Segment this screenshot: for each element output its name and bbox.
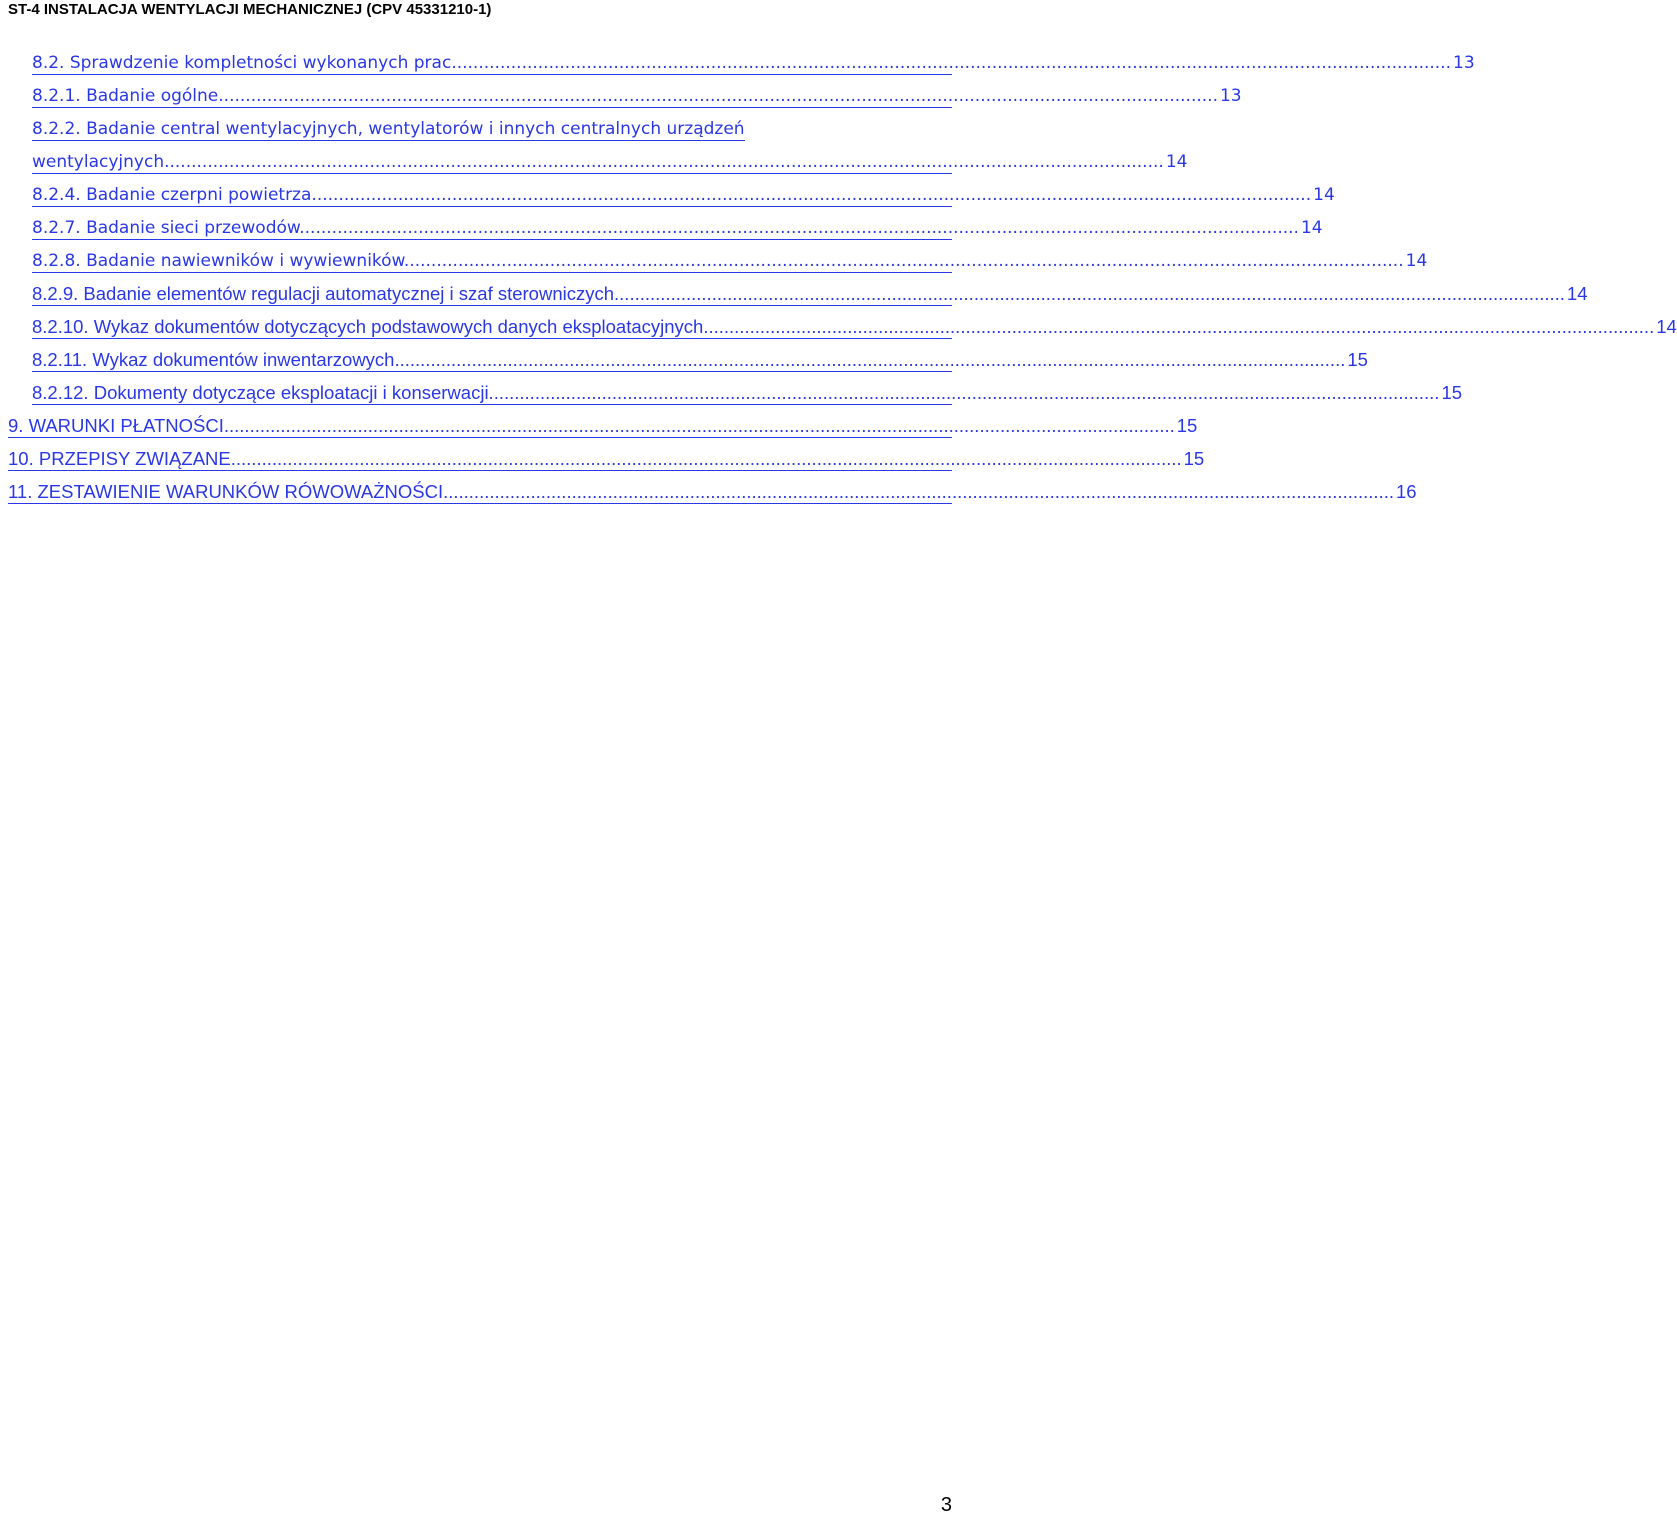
toc-leader-dots: ........................................................................................................................................................................................ bbox=[619, 283, 1565, 304]
toc-leader-dots: ........................................................................................................................................................................................ bbox=[409, 251, 1404, 271]
toc-entry-9[interactable] bbox=[0, 408, 1198, 441]
toc-leader-dots: ........................................................................................................................................................................................ bbox=[399, 349, 1346, 370]
toc-leader-dots: ........................................................................................................................................................................................ bbox=[448, 481, 1394, 502]
toc-entry-text: 8.2.8. Badanie nawiewników i wywiewników. bbox=[32, 251, 410, 271]
toc-entry-8-2-2[interactable] bbox=[0, 111, 960, 144]
toc-page-number: 15 bbox=[1176, 415, 1198, 436]
toc-page-number: 14 bbox=[1313, 185, 1335, 205]
toc-entry-text: 8.2. Sprawdzenie kompletności wykonanych prac. bbox=[32, 53, 457, 73]
toc-page-number: 15 bbox=[1183, 448, 1205, 469]
toc-leader-dots: ........................................................................................................................................................................................ bbox=[235, 448, 1182, 469]
toc-leader-dots: ........................................................................................................................................................................................ bbox=[456, 53, 1452, 73]
toc-page-number: 14 bbox=[1300, 218, 1323, 238]
toc-leader-dots: ........................................................................................................................................................................................ bbox=[316, 185, 1312, 205]
toc-leader-dots: ........................................................................................................................................................................................ bbox=[304, 218, 1299, 238]
toc-page-number: 14 bbox=[1656, 316, 1677, 337]
toc-entry-8-2-9[interactable] bbox=[0, 276, 1588, 309]
toc-entry-8-2-11[interactable] bbox=[0, 342, 1368, 375]
toc-page-number: 14 bbox=[1405, 251, 1428, 271]
toc-page-number: 14 bbox=[1566, 283, 1588, 304]
toc-entry-text: 8.2.9. Badanie elementów regulacji automatycznej i szaf sterowniczych. bbox=[32, 283, 620, 304]
toc-page-number: 13 bbox=[1453, 53, 1475, 73]
toc-entry-8-2-12[interactable] bbox=[0, 375, 1463, 408]
toc-entry-text: 8.2.10. Wykaz dokumentów dotyczących podstawowych danych eksploatacyjnych. bbox=[32, 316, 709, 337]
toc-leader-dots: ........................................................................................................................................................................................ bbox=[229, 415, 1175, 436]
toc-entry-8-2-4[interactable] bbox=[0, 177, 1335, 210]
toc-entry-8-2-8[interactable] bbox=[0, 243, 1428, 276]
toc-entry-text: 11. ZESTAWIENIE WARUNKÓW RÓWOWAŻNOŚCI. bbox=[8, 481, 449, 502]
toc-entry-text: 8.2.12. Dokumenty dotyczące eksploatacji i konserwacji. bbox=[32, 382, 494, 403]
toc-entry-8-2[interactable] bbox=[0, 45, 1475, 78]
toc-page-number: 15 bbox=[1441, 382, 1463, 403]
toc-leader-dots: ........................................................................................................................................................................................ bbox=[223, 86, 1218, 106]
table-of-contents bbox=[0, 45, 1677, 507]
toc-entry-8-2-1[interactable] bbox=[0, 78, 1242, 111]
toc-entry-10[interactable] bbox=[0, 441, 1205, 474]
toc-page-number: 16 bbox=[1395, 481, 1417, 502]
toc-entry-11[interactable] bbox=[0, 474, 1417, 507]
toc-entry-text: 8.2.11. Wykaz dokumentów inwentarzowych. bbox=[32, 349, 400, 370]
document-header: ST-4 INSTALACJA WENTYLACJI MECHANICZNEJ (CPV 45331210-1) bbox=[8, 1, 492, 18]
toc-entry-text: 8.2.7. Badanie sieci przewodów. bbox=[32, 218, 305, 238]
toc-entry-text-continued: wentylacyjnych. bbox=[32, 152, 170, 172]
toc-entry-text: 8.2.2. Badanie central wentylacyjnych, wentylatorów i innych centralnych urządzeń bbox=[32, 111, 745, 141]
toc-leader-dots: ........................................................................................................................................................................................ bbox=[708, 316, 1655, 337]
toc-entry-8-2-2-continued[interactable] bbox=[0, 144, 1188, 177]
toc-page-number: 14 bbox=[1165, 152, 1188, 172]
toc-leader-dots: ........................................................................................................................................................................................ bbox=[493, 382, 1440, 403]
toc-entry-8-2-7[interactable] bbox=[0, 210, 1323, 243]
toc-entry-text: 9. WARUNKI PŁATNOŚCI. bbox=[8, 415, 230, 436]
toc-entry-8-2-10[interactable] bbox=[0, 309, 1677, 342]
toc-entry-text: 8.2.1. Badanie ogólne. bbox=[32, 86, 224, 106]
page-number: 3 bbox=[940, 1494, 952, 1516]
toc-page-number: 13 bbox=[1219, 86, 1242, 106]
toc-entry-text: 10. PRZEPISY ZWIĄZANE. bbox=[8, 448, 236, 469]
toc-leader-dots: ........................................................................................................................................................................................ bbox=[169, 152, 1164, 172]
toc-page-number: 15 bbox=[1347, 349, 1368, 370]
toc-entry-text: 8.2.4. Badanie czerpni powietrza. bbox=[32, 185, 317, 205]
